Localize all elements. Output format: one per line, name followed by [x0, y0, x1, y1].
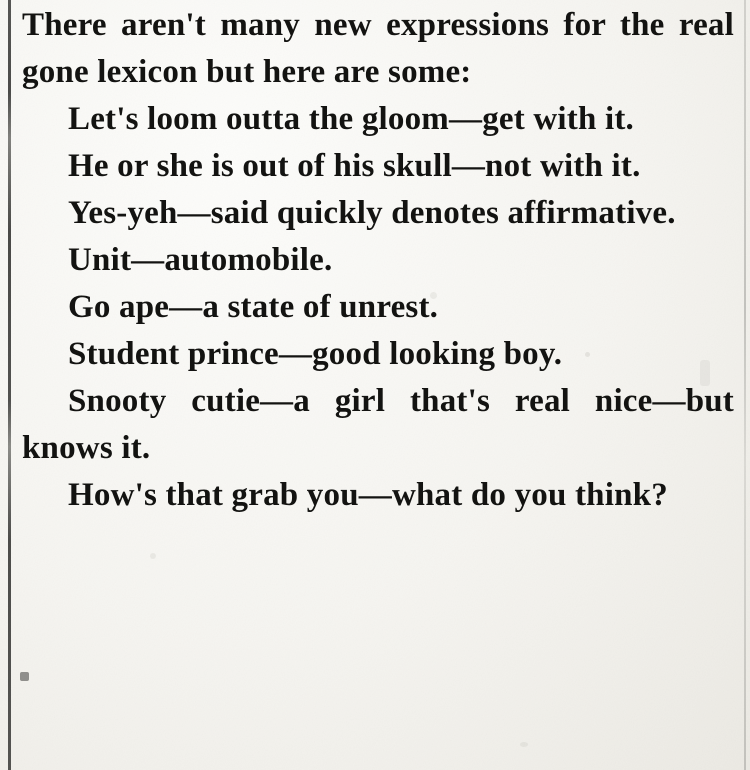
paragraph: Snooty cutie—a girl that's real nice—but knows it. — [22, 383, 734, 466]
paragraph: There aren't many new expressions for the real gone lexicon but here are some: — [22, 7, 734, 90]
paragraph: Yes-yeh—said quickly denotes affirmative. — [68, 195, 676, 231]
paragraph: How's that grab you—what do you think? — [68, 477, 668, 513]
scan-smudge — [520, 742, 528, 747]
paragraph: Unit—automobile. — [68, 242, 333, 278]
paragraph: He or she is out of his skull—not with it. — [68, 148, 641, 184]
scan-smudge — [150, 553, 156, 559]
column-rule-left — [8, 0, 11, 770]
article-text — [22, 2, 734, 519]
column-rule-right — [744, 0, 746, 770]
paragraph: Go ape—a state of unrest. — [68, 289, 439, 325]
ink-mark — [20, 672, 29, 681]
paragraph: Let's loom outta the gloom—get with it. — [68, 101, 634, 137]
paragraph: Student prince—good looking boy. — [68, 336, 563, 372]
